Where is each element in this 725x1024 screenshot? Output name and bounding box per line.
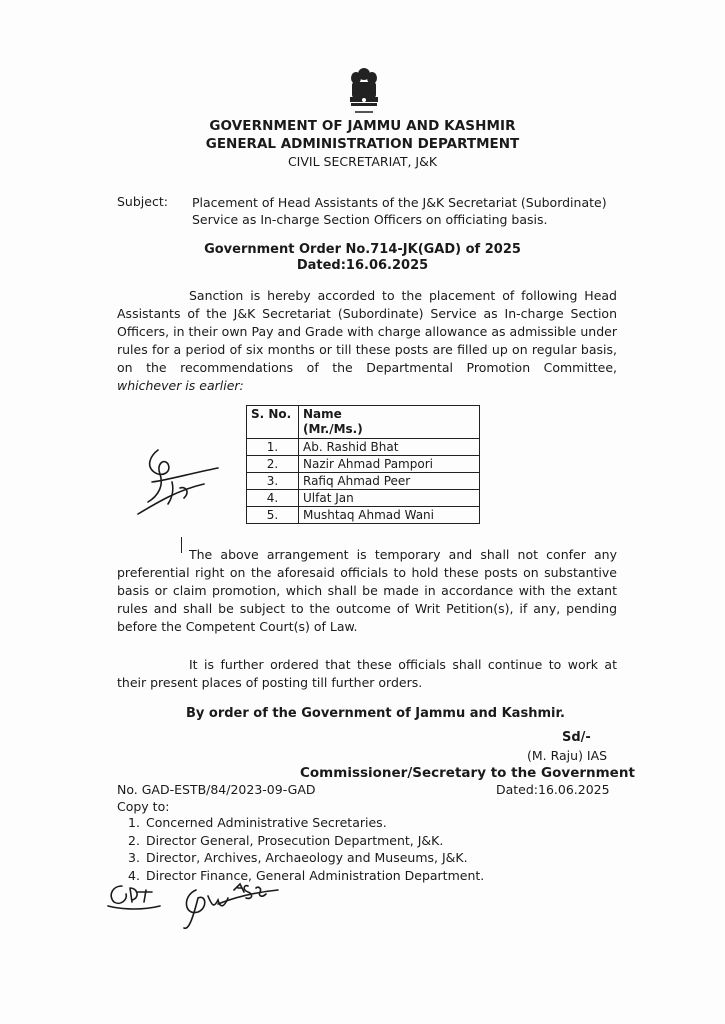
table-cell-name: Ab. Rashid Bhat <box>299 439 480 456</box>
subject-text: Placement of Head Assistants of the J&K Secretariat (Subordinate) Service as In-charge Section Officers on officiating basis. <box>192 195 607 227</box>
list-item-number: 2. <box>128 832 140 848</box>
reference-date: Dated:16.06.2025 <box>496 782 610 797</box>
signature-sd: Sd/- <box>562 730 591 745</box>
table-cell-sno: 5. <box>247 507 299 524</box>
list-item <box>128 849 484 867</box>
copy-to-list <box>110 814 484 884</box>
signatory-designation: Commissioner/Secretary to the Government <box>300 765 635 781</box>
subject-label: Subject: <box>117 194 168 209</box>
header-secretariat: CIVIL SECRETARIAT, J&K <box>287 154 438 169</box>
table-cell-sno: 2. <box>247 456 299 473</box>
table-row <box>247 473 480 490</box>
table-header-name <box>299 406 480 439</box>
table-row <box>247 507 480 524</box>
list-item-text: Director Finance, General Administration Department. <box>146 867 485 883</box>
list-item-number: 4. <box>128 867 140 883</box>
paragraph-sanction <box>117 287 617 395</box>
table-cell-sno: 3. <box>247 473 299 490</box>
table-header-name-label: Name <box>303 407 342 421</box>
list-item-text: Concerned Administrative Secretaries. <box>146 815 387 830</box>
paragraph-sanction-text: Sanction is hereby accorded to the placement of following Head Assistants of the J&K Secretariat (Subordinate) Service as In-charge Section Officers, in their own Pay and Grade with charge allowance as admissible under rules for a period of six months or till these posts are filled up on regular basis, on the recommendations of the Departmental Promotion Committee, <box>117 288 617 375</box>
table-row <box>247 456 480 473</box>
by-order-line: By order of the Government of Jammu and Kashmir. <box>186 706 565 721</box>
signatory-name: (M. Raju) IAS <box>527 748 608 763</box>
paragraph-sanction-italic: whichever is earlier: <box>117 378 244 393</box>
table-row <box>247 490 480 507</box>
table-header-row <box>247 406 480 439</box>
table-row <box>247 439 480 456</box>
order-date: Dated:16.06.2025 <box>296 258 429 273</box>
officials-table <box>246 405 480 524</box>
paragraph-arrangement: The above arrangement is temporary and shall not confer any preferential right on the aforesaid officials to hold these posts on substantive basis or claim promotion, which shall be made in accordance with the extant rules and shall be subject to the outcome of Writ Petition(s), if any, pending before the Competent Court(s) of Law. <box>117 547 617 634</box>
list-item-text: Director, Archives, Archaeology and Museums, J&K. <box>146 850 468 865</box>
paragraph-posting: It is further ordered that these officials shall continue to work at their present places of posting till further orders. <box>117 657 617 690</box>
header-department: GENERAL ADMINISTRATION DEPARTMENT <box>205 136 520 152</box>
list-item-text: Director General, Prosecution Department, J&K. <box>146 832 444 848</box>
order-number: Government Order No.714-JK(GAD) of 2025 <box>204 242 521 257</box>
list-item <box>128 814 484 832</box>
list-item-number: 1. <box>128 815 140 830</box>
header-government: GOVERNMENT OF JAMMU AND KASHMIR <box>209 118 516 134</box>
table-cell-name: Rafiq Ahmad Peer <box>299 473 480 490</box>
handwritten-signature-1 <box>128 442 223 520</box>
table-cell-name: Ulfat Jan <box>299 490 480 507</box>
table-header-sno: S. No. <box>247 406 299 439</box>
handwritten-signature-3 <box>178 882 283 932</box>
table-cell-name: Mushtaq Ahmad Wani <box>299 507 480 524</box>
reference-number: No. GAD-ESTB/84/2023-09-GAD <box>117 782 316 797</box>
list-item-number: 3. <box>128 850 140 865</box>
table-cell-name: Nazir Ahmad Pampori <box>299 456 480 473</box>
state-emblem-icon <box>341 66 387 118</box>
list-item <box>128 832 484 850</box>
table-header-name-sub: (Mr./Ms.) <box>303 422 363 436</box>
table-cell-sno: 1. <box>247 439 299 456</box>
copy-to-label: Copy to: <box>117 799 170 814</box>
handwritten-initials-2 <box>104 880 164 914</box>
table-cell-sno: 4. <box>247 490 299 507</box>
